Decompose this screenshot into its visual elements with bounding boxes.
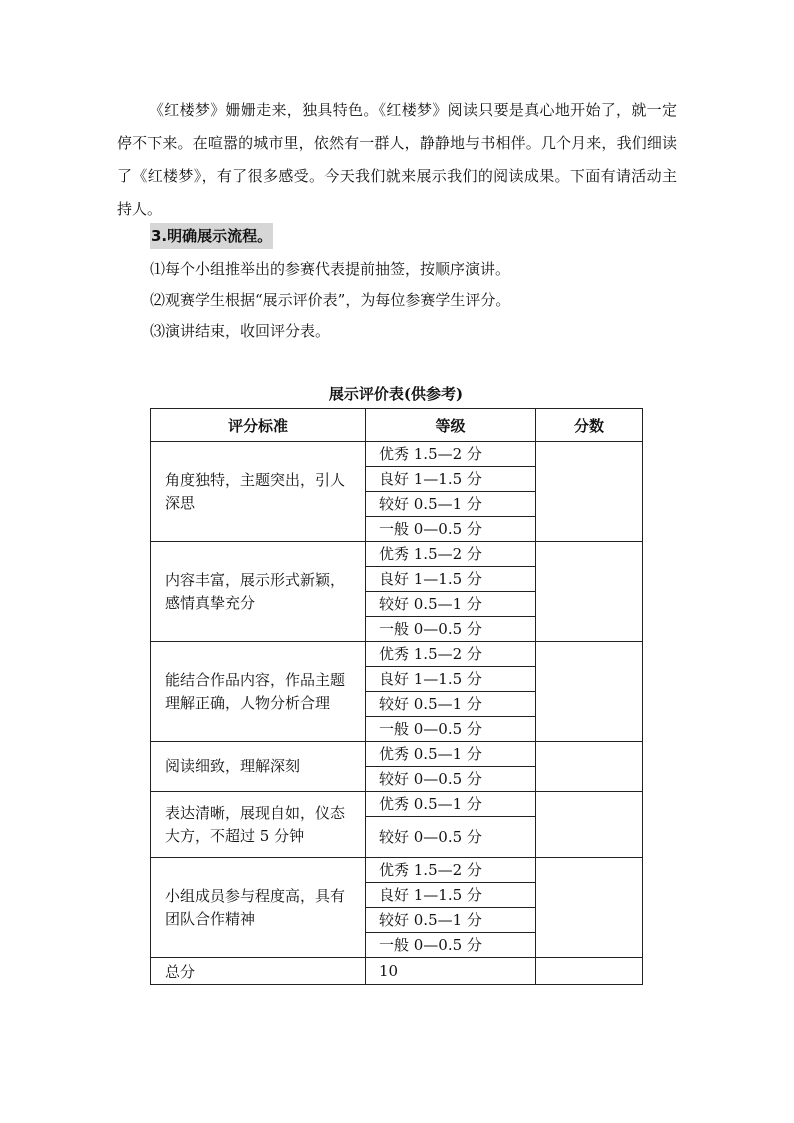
score-cell[interactable] <box>536 792 643 858</box>
score-cell[interactable] <box>536 542 643 642</box>
grade-cell: 良好 1—1.5 分 <box>366 467 536 492</box>
score-cell[interactable] <box>536 742 643 792</box>
header-criterion: 评分标准 <box>151 409 366 442</box>
table-row <box>151 542 643 567</box>
grade-cell: 较好 0.5—1 分 <box>366 908 536 933</box>
table-row <box>151 642 643 667</box>
table-row <box>151 858 643 883</box>
grade-cell: 优秀 0.5—1 分 <box>366 742 536 767</box>
grade-cell: 一般 0—0.5 分 <box>366 617 536 642</box>
table-title: 展示评价表(供参考) <box>328 385 464 403</box>
table-row <box>151 792 643 817</box>
criterion-cell: 能结合作品内容，作品主题理解正确，人物分析合理 <box>151 642 366 742</box>
step-2: ⑵观赛学生根据“展示评价表”，为每位参赛学生评分。 <box>150 291 511 309</box>
grade-cell: 一般 0—0.5 分 <box>366 717 536 742</box>
header-grade: 等级 <box>366 409 536 442</box>
grade-cell: 良好 1—1.5 分 <box>366 567 536 592</box>
criterion-cell: 小组成员参与程度高，具有团队合作精神 <box>151 858 366 958</box>
grade-cell: 一般 0—0.5 分 <box>366 517 536 542</box>
score-cell[interactable] <box>536 442 643 542</box>
step-1: ⑴每个小组推举出的参赛代表提前抽签，按顺序演讲。 <box>150 260 511 278</box>
total-label: 总分 <box>151 958 366 985</box>
criterion-cell: 阅读细致，理解深刻 <box>151 742 366 792</box>
grade-cell: 较好 0—0.5 分 <box>366 767 536 792</box>
table-header-row <box>151 409 643 442</box>
grade-cell: 较好 0—0.5 分 <box>366 817 536 858</box>
grade-cell: 优秀 1.5—2 分 <box>366 542 536 567</box>
score-cell[interactable] <box>536 858 643 958</box>
section-heading: 3.明确展示流程。 <box>150 223 273 249</box>
table-row <box>151 742 643 767</box>
grade-cell: 良好 1—1.5 分 <box>366 667 536 692</box>
grade-cell: 优秀 1.5—2 分 <box>366 642 536 667</box>
criterion-cell: 表达清晰，展现自如，仪态大方，不超过 5 分钟 <box>151 792 366 858</box>
score-cell[interactable] <box>536 642 643 742</box>
total-value: 10 <box>366 958 536 985</box>
grade-cell: 较好 0.5—1 分 <box>366 692 536 717</box>
total-row <box>151 958 643 985</box>
grade-cell: 优秀 0.5—1 分 <box>366 792 536 817</box>
grade-cell: 良好 1—1.5 分 <box>366 883 536 908</box>
criterion-cell: 内容丰富，展示形式新颖，感情真挚充分 <box>151 542 366 642</box>
step-3: ⑶演讲结束，收回评分表。 <box>150 322 331 340</box>
grade-cell: 一般 0—0.5 分 <box>366 933 536 958</box>
grade-cell: 优秀 1.5—2 分 <box>366 442 536 467</box>
grade-cell: 优秀 1.5—2 分 <box>366 858 536 883</box>
grade-cell: 较好 0.5—1 分 <box>366 592 536 617</box>
total-score-cell[interactable] <box>536 958 643 985</box>
grade-cell: 较好 0.5—1 分 <box>366 492 536 517</box>
intro-paragraph: 《红楼梦》姗姗走来，独具特色。《红楼梦》阅读只要是真心地开始了，就一定停不下来。在喧嚣的城市里，依然有一群人，静静地与书相伴。几个月来，我们细读了《红楼梦》，有了很多感受。今天我们就来展示我们的阅读成果。下面有请活动主持人。 <box>117 101 677 218</box>
criterion-cell: 角度独特，主题突出，引人深思 <box>151 442 366 542</box>
evaluation-table <box>150 408 643 985</box>
table-row <box>151 442 643 467</box>
header-score: 分数 <box>536 409 643 442</box>
